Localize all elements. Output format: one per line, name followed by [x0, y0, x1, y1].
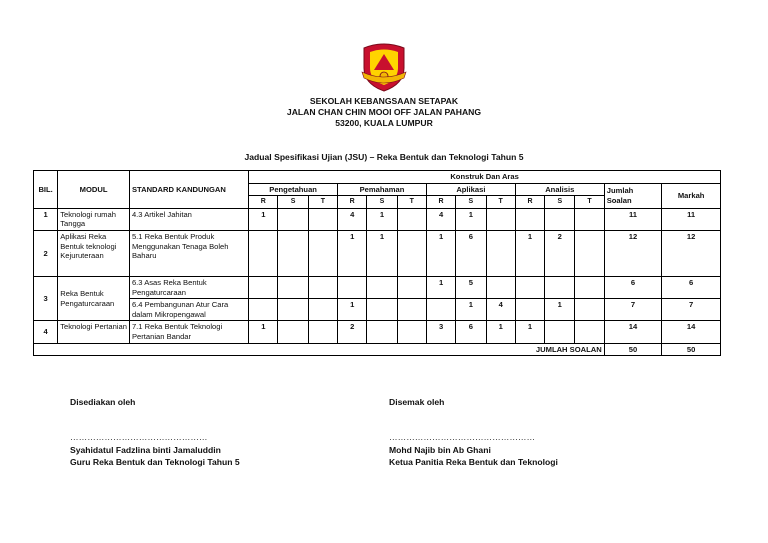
rst-r: R — [515, 196, 544, 209]
group-pemahaman: Pemahaman — [338, 183, 427, 196]
score-cell: 1 — [486, 321, 515, 343]
score-cell: 1 — [367, 208, 397, 230]
sk-cell: 6.4 Pembangunan Atur Cara dalam Mikropengawal — [129, 299, 248, 321]
markah-cell: 14 — [662, 321, 721, 343]
score-cell — [575, 299, 604, 321]
score-cell — [278, 230, 308, 276]
score-cell — [338, 276, 367, 298]
col-jumlah-soalan: Jumlah Soalan — [604, 183, 662, 208]
score-cell: 4 — [426, 208, 455, 230]
sk-cell: 5.1 Reka Bentuk Produk Menggunakan Tenaga Boleh Baharu — [129, 230, 248, 276]
score-cell: 1 — [367, 230, 397, 276]
col-markah: Markah — [662, 183, 721, 208]
prepared-by-label: Disediakan oleh — [70, 397, 136, 407]
score-cell — [278, 299, 308, 321]
score-cell — [278, 321, 308, 343]
score-cell — [397, 276, 426, 298]
bil-cell: 3 — [34, 276, 58, 320]
rst-s: S — [545, 196, 575, 209]
score-cell: 1 — [426, 276, 455, 298]
score-cell: 2 — [545, 230, 575, 276]
score-cell — [249, 299, 278, 321]
rst-t: T — [486, 196, 515, 209]
score-cell — [308, 208, 337, 230]
score-cell — [367, 276, 397, 298]
score-cell — [515, 208, 544, 230]
score-cell: 1 — [338, 230, 367, 276]
score-cell — [308, 276, 337, 298]
sk-cell: 7.1 Reka Bentuk Teknologi Pertanian Bandar — [129, 321, 248, 343]
score-cell: 3 — [426, 321, 455, 343]
sk-cell: 6.3 Asas Reka Bentuk Pengaturcaraan — [129, 276, 248, 298]
score-cell — [486, 230, 515, 276]
score-cell: 4 — [486, 299, 515, 321]
total-markah: 50 — [662, 343, 721, 356]
score-cell — [545, 321, 575, 343]
score-cell — [575, 276, 604, 298]
prepared-by-name: Syahidatul Fadzlina binti Jamaluddin — [70, 445, 221, 455]
modul-cell: Reka Bentuk Pengaturcaraan — [58, 276, 130, 320]
markah-cell: 12 — [662, 230, 721, 276]
jumlah-cell: 11 — [604, 208, 662, 230]
score-cell — [278, 276, 308, 298]
jumlah-cell: 14 — [604, 321, 662, 343]
score-cell — [575, 208, 604, 230]
score-cell — [486, 208, 515, 230]
rst-s: S — [456, 196, 486, 209]
score-cell: 1 — [515, 230, 544, 276]
group-analisis: Analisis — [515, 183, 604, 196]
score-cell: 5 — [456, 276, 486, 298]
sk-cell: 4.3 Artikel Jahitan — [129, 208, 248, 230]
score-cell: 1 — [545, 299, 575, 321]
header-row-konstruk — [34, 171, 721, 184]
prepared-by-dots: ………………………………………… — [70, 432, 208, 442]
score-cell — [486, 276, 515, 298]
score-cell — [308, 321, 337, 343]
modul-cell: Aplikasi Reka Bentuk teknologi Kejuruteraan — [58, 230, 130, 276]
score-cell: 6 — [456, 321, 486, 343]
table-row — [34, 321, 721, 343]
rst-s: S — [278, 196, 308, 209]
rst-r: R — [338, 196, 367, 209]
rst-t: T — [575, 196, 604, 209]
score-cell: 4 — [338, 208, 367, 230]
score-cell — [545, 208, 575, 230]
bil-cell: 4 — [34, 321, 58, 343]
table-row — [34, 299, 721, 321]
score-cell: 2 — [338, 321, 367, 343]
checked-by-name: Mohd Najib bin Ab Ghani — [389, 445, 491, 455]
score-cell: 1 — [515, 321, 544, 343]
score-cell — [308, 299, 337, 321]
score-cell: 6 — [456, 230, 486, 276]
score-cell — [515, 276, 544, 298]
score-cell — [397, 230, 426, 276]
score-cell — [426, 299, 455, 321]
score-cell — [308, 230, 337, 276]
score-cell: 1 — [249, 321, 278, 343]
jumlah-cell: 7 — [604, 299, 662, 321]
score-cell: 1 — [249, 208, 278, 230]
score-cell — [278, 208, 308, 230]
total-jumlah: 50 — [604, 343, 662, 356]
bil-cell: 1 — [34, 208, 58, 230]
score-cell: 1 — [456, 299, 486, 321]
modul-cell: Teknologi Pertanian — [58, 321, 130, 343]
group-pengetahuan: Pengetahuan — [249, 183, 338, 196]
score-cell — [397, 321, 426, 343]
col-standard-kandungan: STANDARD KANDUNGAN — [129, 171, 248, 209]
rst-r: R — [426, 196, 455, 209]
score-cell — [397, 208, 426, 230]
jumlah-cell: 6 — [604, 276, 662, 298]
table-row — [34, 230, 721, 276]
rst-r: R — [249, 196, 278, 209]
score-cell: 1 — [426, 230, 455, 276]
col-bil: BIL. — [34, 171, 58, 209]
score-cell: 1 — [456, 208, 486, 230]
score-cell — [367, 299, 397, 321]
school-crest-icon — [360, 42, 408, 92]
score-cell — [575, 230, 604, 276]
modul-cell: Teknologi rumah Tangga — [58, 208, 130, 230]
rst-t: T — [308, 196, 337, 209]
bil-cell: 2 — [34, 230, 58, 276]
checked-by-role: Ketua Panitia Reka Bentuk dan Teknologi — [389, 457, 558, 467]
markah-cell: 7 — [662, 299, 721, 321]
school-address-line2: 53200, KUALA LUMPUR — [335, 118, 433, 128]
markah-cell: 11 — [662, 208, 721, 230]
rst-s: S — [367, 196, 397, 209]
score-cell — [249, 276, 278, 298]
school-address-line1: JALAN CHAN CHIN MOOI OFF JALAN PAHANG — [286, 107, 482, 117]
jsu-table — [33, 170, 721, 356]
score-cell — [575, 321, 604, 343]
checked-by-dots: …………………………………………… — [389, 432, 536, 442]
page-title: Jadual Spesifikasi Ujian (JSU) – Reka Bentuk dan Teknologi Tahun 5 — [244, 152, 524, 162]
score-cell: 1 — [338, 299, 367, 321]
konstruk-header: Konstruk Dan Aras — [249, 171, 721, 184]
checked-by-label: Disemak oleh — [389, 397, 445, 407]
score-cell — [545, 276, 575, 298]
score-cell — [367, 321, 397, 343]
score-cell — [397, 299, 426, 321]
table-row — [34, 276, 721, 298]
rst-t: T — [397, 196, 426, 209]
school-name: SEKOLAH KEBANGSAAN SETAPAK — [309, 96, 459, 106]
markah-cell: 6 — [662, 276, 721, 298]
group-aplikasi: Aplikasi — [426, 183, 515, 196]
jumlah-cell: 12 — [604, 230, 662, 276]
table-row — [34, 208, 721, 230]
total-row — [34, 343, 721, 356]
score-cell — [249, 230, 278, 276]
col-modul: MODUL — [58, 171, 130, 209]
prepared-by-role: Guru Reka Bentuk dan Teknologi Tahun 5 — [70, 457, 240, 467]
total-label: JUMLAH SOALAN — [34, 343, 605, 356]
score-cell — [515, 299, 544, 321]
